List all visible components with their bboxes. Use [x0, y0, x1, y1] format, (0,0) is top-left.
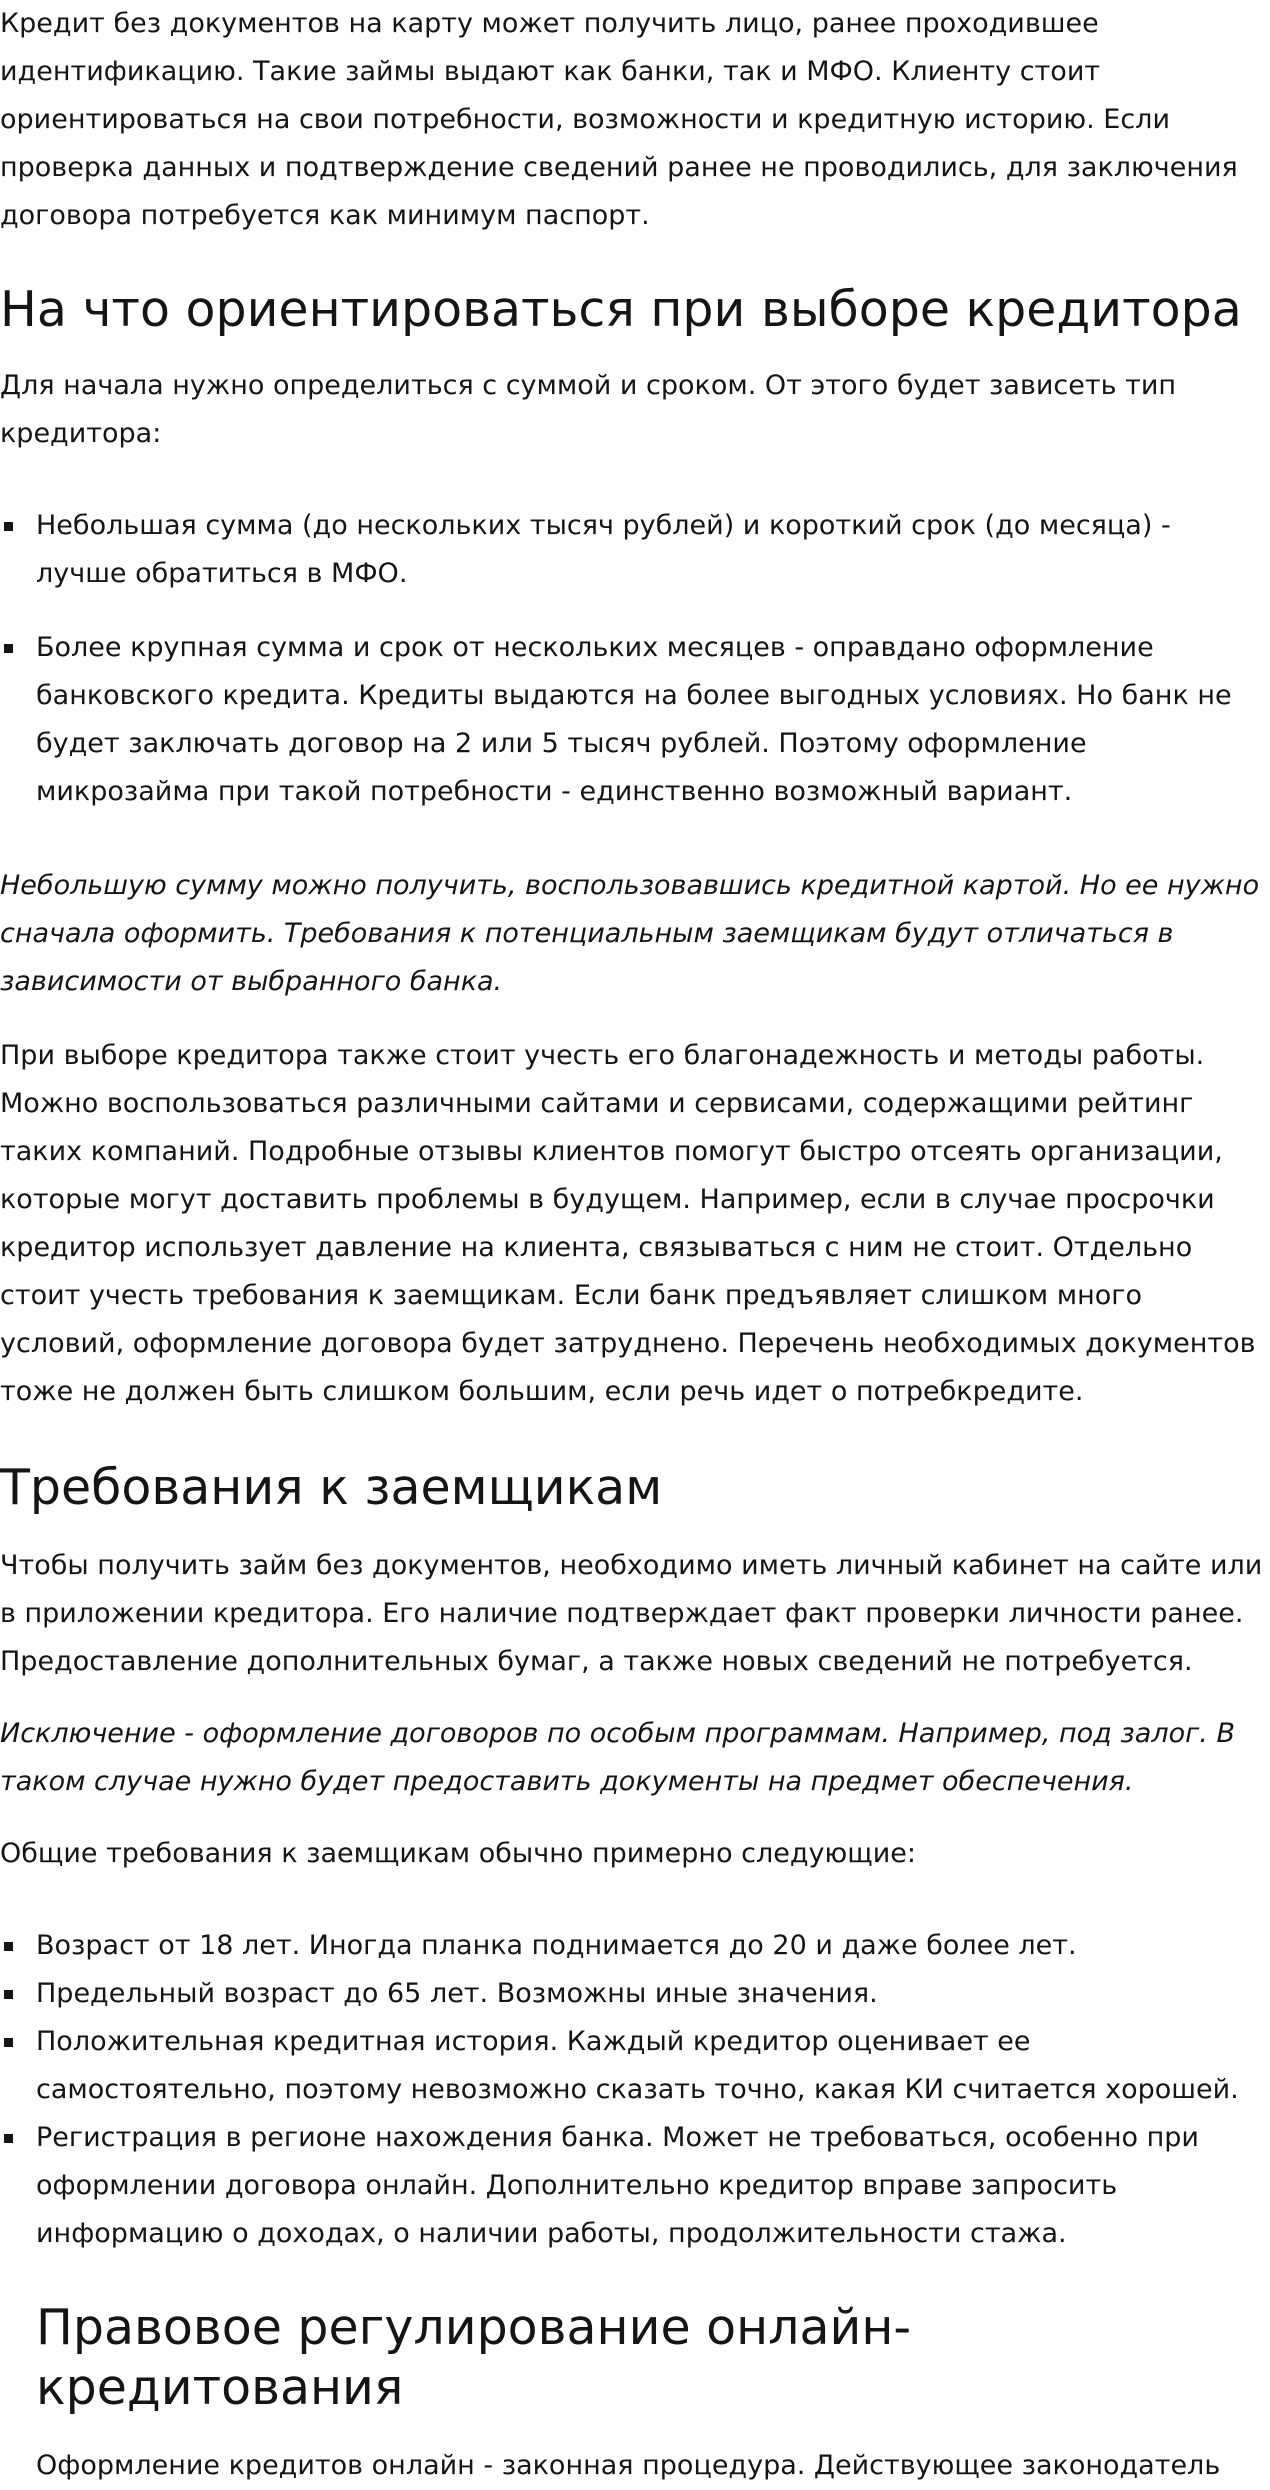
- square-bullet-icon: [4, 2038, 13, 2047]
- square-bullet-icon: [4, 2134, 13, 2143]
- requirements-lead-paragraph: Чтобы получить займ без документов, необходимо иметь личный кабинет на сайте или в приложении кредитора. Его наличие подтверждает факт проверки личности ранее. Предоставление дополнительных бумаг, а также новых сведений не потребуется.: [0, 1550, 1263, 1677]
- square-bullet-icon: [4, 1942, 13, 1951]
- list-item: [0, 1922, 1266, 1970]
- list-item: [0, 2018, 1266, 2114]
- list-item-text: Регистрация в регионе нахождения банка. Может не требоваться, особенно при оформлении договора онлайн. Дополнительно кредитор вправе запросить информацию о доходах, о наличии работы, продолжительности стажа.: [36, 2122, 1199, 2249]
- list-item: [0, 1970, 1266, 2018]
- list-item-text: Предельный возраст до 65 лет. Возможны иные значения.: [36, 1978, 878, 2009]
- list-item-text: Более крупная сумма и срок от нескольких месяцев - оправдано оформление банковского кредита. Кредиты выдаются на более выгодных условиях. Но банк не будет заключать договор на 2 или 5 тысяч рублей. Поэтому оформление микрозайма при такой потребности - единственно возможный вариант.: [36, 632, 1232, 807]
- choice-lead-paragraph: Для начала нужно определиться с суммой и сроком. От этого будет зависеть тип кредитора:: [0, 370, 1177, 449]
- list-item: [0, 624, 1266, 816]
- list-item: [0, 502, 1266, 598]
- choice-paragraph: При выборе кредитора также стоит учесть его благонадежность и методы работы. Можно воспользоваться различными сайтами и сервисами, содержащими рейтинг таких компаний. Подробные отзывы клиентов помогут быстро отсеять организации, которые могут доставить проблемы в будущем. Например, если в случае просрочки кредитор использует давление на клиента, связываться с ним не стоит. Отдельно стоит учесть требования к заемщикам. Если банк предъявляет слишком много условий, оформление договора будет затруднено. Перечень необходимых документов тоже не должен быть слишком большим, если речь идет о потребкредите.: [0, 1040, 1256, 1407]
- choice-note: Небольшую сумму можно получить, воспользовавшись кредитной картой. Но ее нужно сначала оформить. Требования к потенциальным заемщикам будут отличаться в зависимости от выбранного банка.: [0, 870, 1260, 997]
- list-item-text: Возраст от 18 лет. Иногда планка поднимается до 20 и даже более лет.: [36, 1930, 1077, 1961]
- section-heading-requirements: Требования к заемщикам: [0, 1459, 663, 1516]
- requirements-note: Исключение - оформление договоров по особым программам. Например, под залог. В таком случае нужно будет предоставить документы на предмет обеспечения.: [0, 1718, 1235, 1797]
- square-bullet-icon: [4, 522, 13, 531]
- list-item-text: Небольшая сумма (до нескольких тысяч рублей) и короткий срок (до месяца) - лучше обратиться в МФО.: [36, 510, 1171, 589]
- legal-paragraph: Оформление кредитов онлайн - законная процедура. Действующее законодатель: [36, 2450, 1221, 2481]
- intro-paragraph: Кредит без документов на карту может получить лицо, ранее проходившее идентификацию. Такие займы выдают как банки, так и МФО. Клиенту стоит ориентироваться на свои потребности, возможности и кредитную историю. Если проверка данных и подтверждение сведений ранее не проводились, для заключения договора потребуется как минимум паспорт.: [0, 8, 1238, 231]
- square-bullet-icon: [4, 1990, 13, 1999]
- square-bullet-icon: [4, 644, 13, 653]
- list-item: [0, 2114, 1266, 2258]
- requirements-list: [0, 1922, 1266, 2258]
- choice-list: [0, 502, 1266, 816]
- section-heading-choice: На что ориентироваться при выборе кредитора: [0, 281, 1242, 338]
- section-heading-legal: Правовое регулирование онлайн-кредитования: [36, 2299, 912, 2416]
- requirements-general-paragraph: Общие требования к заемщикам обычно примерно следующие:: [0, 1838, 916, 1869]
- list-item-text: Положительная кредитная история. Каждый кредитор оценивает ее самостоятельно, поэтому невозможно сказать точно, какая КИ считается хорошей.: [36, 2026, 1239, 2105]
- legal-section: [0, 2298, 1266, 2490]
